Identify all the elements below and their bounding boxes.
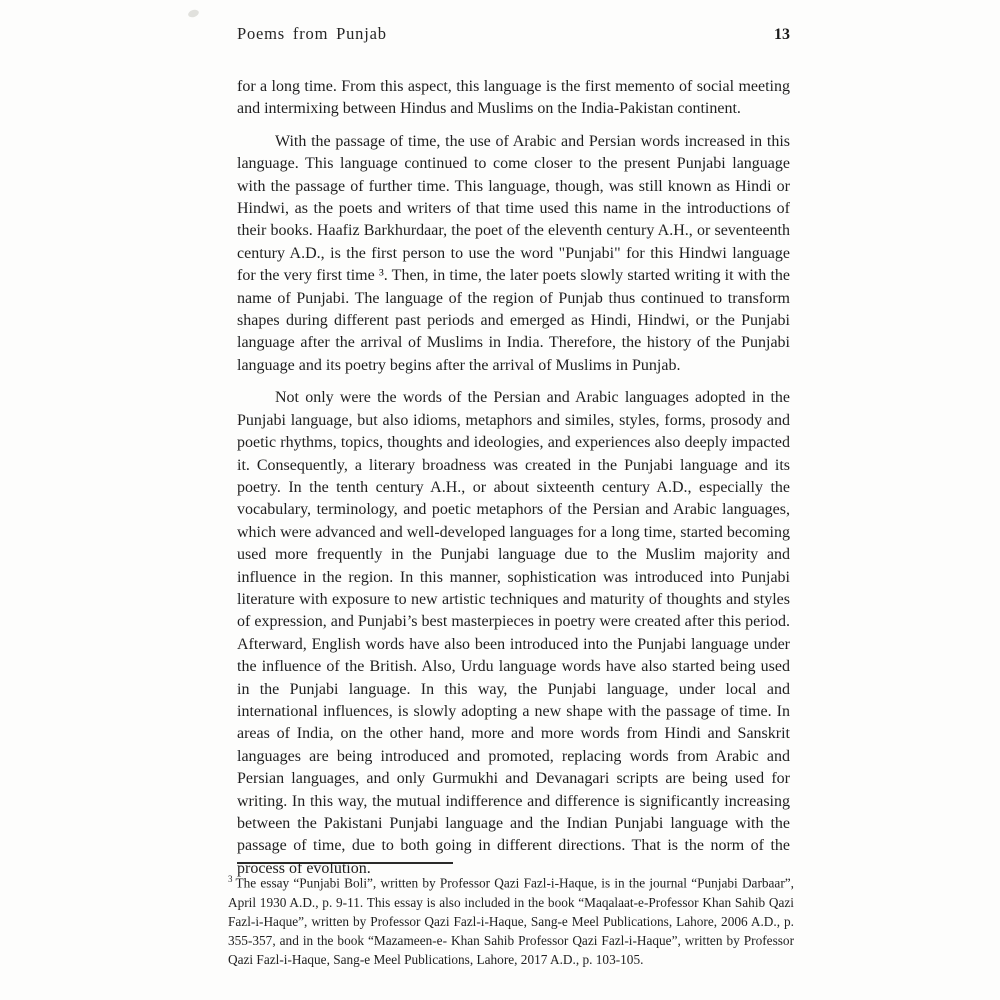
footnote-text: The essay “Punjabi Boli”, written by Professor Qazi Fazl-i-Haque, is in the journal “Punjabi Darbaar”, April 1930 A.D., p. 9-11. This essay is also included in the book “Maqalaat-e-Professor Khan Sahib Qazi Fazl-i-Haque”, written by Professor Qazi Fazl-i-Haque, Sang-e Meel Publications, Lahore, 2006 A.D., p. 355-357, and in the book “Mazameen-e- Khan Sahib Professor Qazi Fazl-i-Haque”, written by Professor Qazi Fazl-i-Haque, Sang-e Meel Publications, Lahore, 2017 A.D., p. 103-105. xyxy=(228,875,794,968)
page-header xyxy=(237,24,790,44)
paragraph: for a long time. From this aspect, this language is the first memento of social meeting and intermixing between Hindus and Muslims on the India-Pakistan continent. xyxy=(237,78,790,118)
paragraph: Not only were the words of the Persian and Arabic languages adopted in the Punjabi language, but also idioms, metaphors and similes, styles, forms, prosody and poetic rhythms, topics, thoughts and ideologies, and experiences also deeply impacted it. Consequently, a literary broadness was created in the Punjabi language and its poetry. In the tenth century A.H., or about sixteenth century A.D., especially the vocabulary, terminology, and poetic metaphors of the Persian and Arabic languages, which were advanced and well-developed languages for a long time, started becoming used more frequently in the Punjabi language due to the Muslim majority and influence in the region. In this manner, sophistication was introduced into Punjabi literature with exposure to new artistic techniques and maturity of thoughts and styles of expression, and Punjabi’s best masterpieces in poetry were created after this period. Afterward, English words have also been introduced into the Punjabi language under the influence of the British. Also, Urdu language words have also started being used in the Punjabi language. In this way, the Punjabi language, under local and international influences, is slowly adopting a new shape with the passage of time. In areas of India, on the other hand, more and more words from Hindi and Sanskrit languages are being introduced and promoted, replacing words from Arabic and Persian languages, and only Gurmukhi and Devanagari scripts are being used for writing. In this way, the mutual indifference and difference is significantly increasing between the Pakistani Punjabi language and the Indian Punjabi language with the passage of time, due to both going in different directions. That is the norm of the process of evolution. xyxy=(237,389,790,877)
footnote-rule xyxy=(237,862,453,864)
paragraph: With the passage of time, the use of Arabic and Persian words increased in this language. This language continued to come closer to the present Punjabi language with the passage of further time. This language, though, was still known as Hindi or Hindwi, as the poets and writers of that time used this name in the introductions of their books. Haafiz Barkhurdaar, the poet of the eleventh century A.H., or seventeenth century A.D., is the first person to use the word "Punjabi" for this Hindwi language for the very first time ³. Then, in time, the later poets slowly started writing it with the name of Punjabi. The language of the region of Punjab thus continued to transform shapes during different past periods and emerged as Hindi, Hindwi, or the Punjabi language after the arrival of Muslims in India. Therefore, the history of the Punjabi language and its poetry begins after the arrival of Muslims in Punjab. xyxy=(237,132,790,374)
scan-artifact xyxy=(187,8,200,18)
page-number: 13 xyxy=(774,26,790,43)
page-body xyxy=(237,76,790,890)
footnote-marker: 3 xyxy=(228,874,233,884)
footnote xyxy=(228,862,794,969)
running-title: Poems from Punjab xyxy=(237,24,387,43)
footnote-body xyxy=(228,870,794,969)
